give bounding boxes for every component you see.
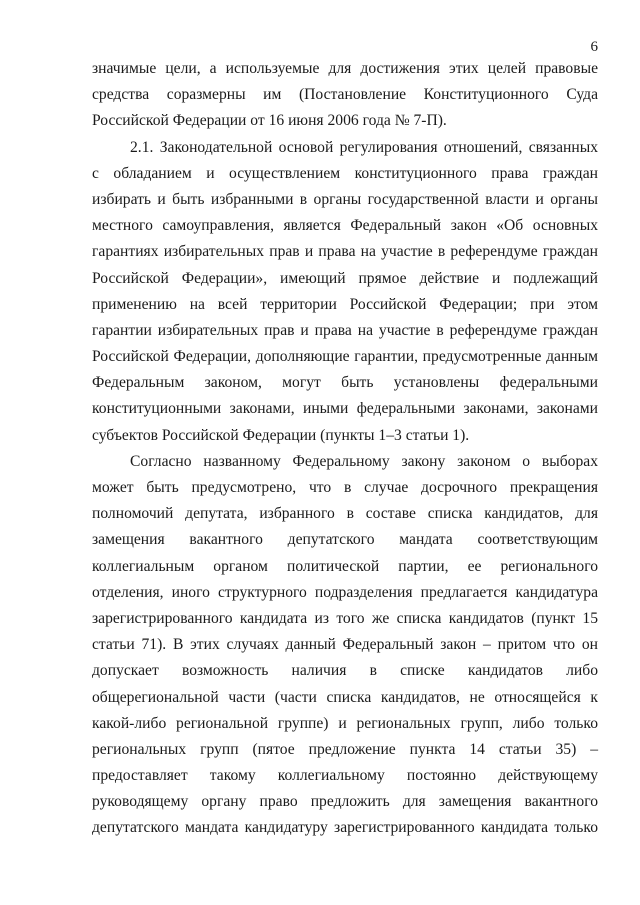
text-line: Федеральным законом, могут быть установлены федеральными xyxy=(92,374,598,392)
text-line: конституционными законами, иными федеральными законами, законами xyxy=(92,400,598,418)
text-line: предоставляет такому коллегиальному постоянно действующему xyxy=(92,767,598,785)
text-line: значимые цели, а используемые для достижения этих целей правовые xyxy=(92,60,598,77)
text-line: замещения вакантного депутатского мандата соответствующим xyxy=(92,531,598,549)
paragraph xyxy=(92,449,598,842)
paragraph xyxy=(92,56,598,135)
text-line: отделения, иного структурного подразделения предлагается кандидатура xyxy=(92,583,598,601)
text-line: зарегистрированного кандидата из того же списка кандидатов (пункт 15 xyxy=(92,609,598,627)
paragraph xyxy=(92,135,598,449)
text-line: региональных групп (пятое предложение пункта 14 статьи 35) – xyxy=(92,740,598,758)
text-line: общерегиональной части (части списка кандидатов, не относящейся к xyxy=(92,688,598,706)
text-line: коллегиальным органом политической партии, ее регионального xyxy=(92,557,598,575)
text-line: гарантии избирательных прав и права на участие в референдуме граждан xyxy=(92,321,598,339)
text-line: статьи 71). В этих случаях данный Федеральный закон – притом что он xyxy=(92,636,598,654)
text-line: гарантиях избирательных прав и права на участие в референдуме граждан xyxy=(92,243,598,261)
text-line: избирать и быть избранными в органы государственной власти и органы xyxy=(92,190,598,208)
text-line: может быть предусмотрено, что в случае досрочного прекращения xyxy=(92,479,598,496)
text-line: полномочий депутата, избранного в составе списка кандидатов, для xyxy=(92,505,598,523)
text-line: Российской Федерации», имеющий прямое действие и подлежащий xyxy=(92,269,598,287)
page-number: 6 xyxy=(590,39,598,55)
document-body xyxy=(92,56,598,842)
text-line: какой-либо региональной группе) и региональных групп, либо только xyxy=(92,714,598,732)
text-line: применению на всей территории Российской Федерации; при этом xyxy=(92,295,598,313)
text-line: с обладанием и осуществлением конституционного права граждан xyxy=(92,164,598,182)
text-line: Российской Федерации, дополняющие гарантии, предусмотренные данным xyxy=(92,348,598,366)
text-line: 2.1. Законодательной основой регулирования отношений, связанных xyxy=(130,138,598,156)
text-line: местного самоуправления, является Федеральный закон «Об основных xyxy=(92,217,598,235)
text-line: руководящему органу право предложить для замещения вакантного xyxy=(92,793,598,811)
text-line: субъектов Российской Федерации (пункты 1–3 статьи 1). xyxy=(92,426,470,444)
text-line: депутатского мандата кандидатуру зарегистрированного кандидата только xyxy=(92,819,598,837)
text-line: Российской Федерации от 16 июня 2006 года № 7-П). xyxy=(92,112,447,130)
text-line: Согласно названному Федеральному закону законом о выборах xyxy=(130,452,598,470)
text-line: допускает возможность наличия в списке кандидатов либо xyxy=(92,662,598,680)
text-line: средства соразмерны им (Постановление Конституционного Суда xyxy=(92,86,598,104)
